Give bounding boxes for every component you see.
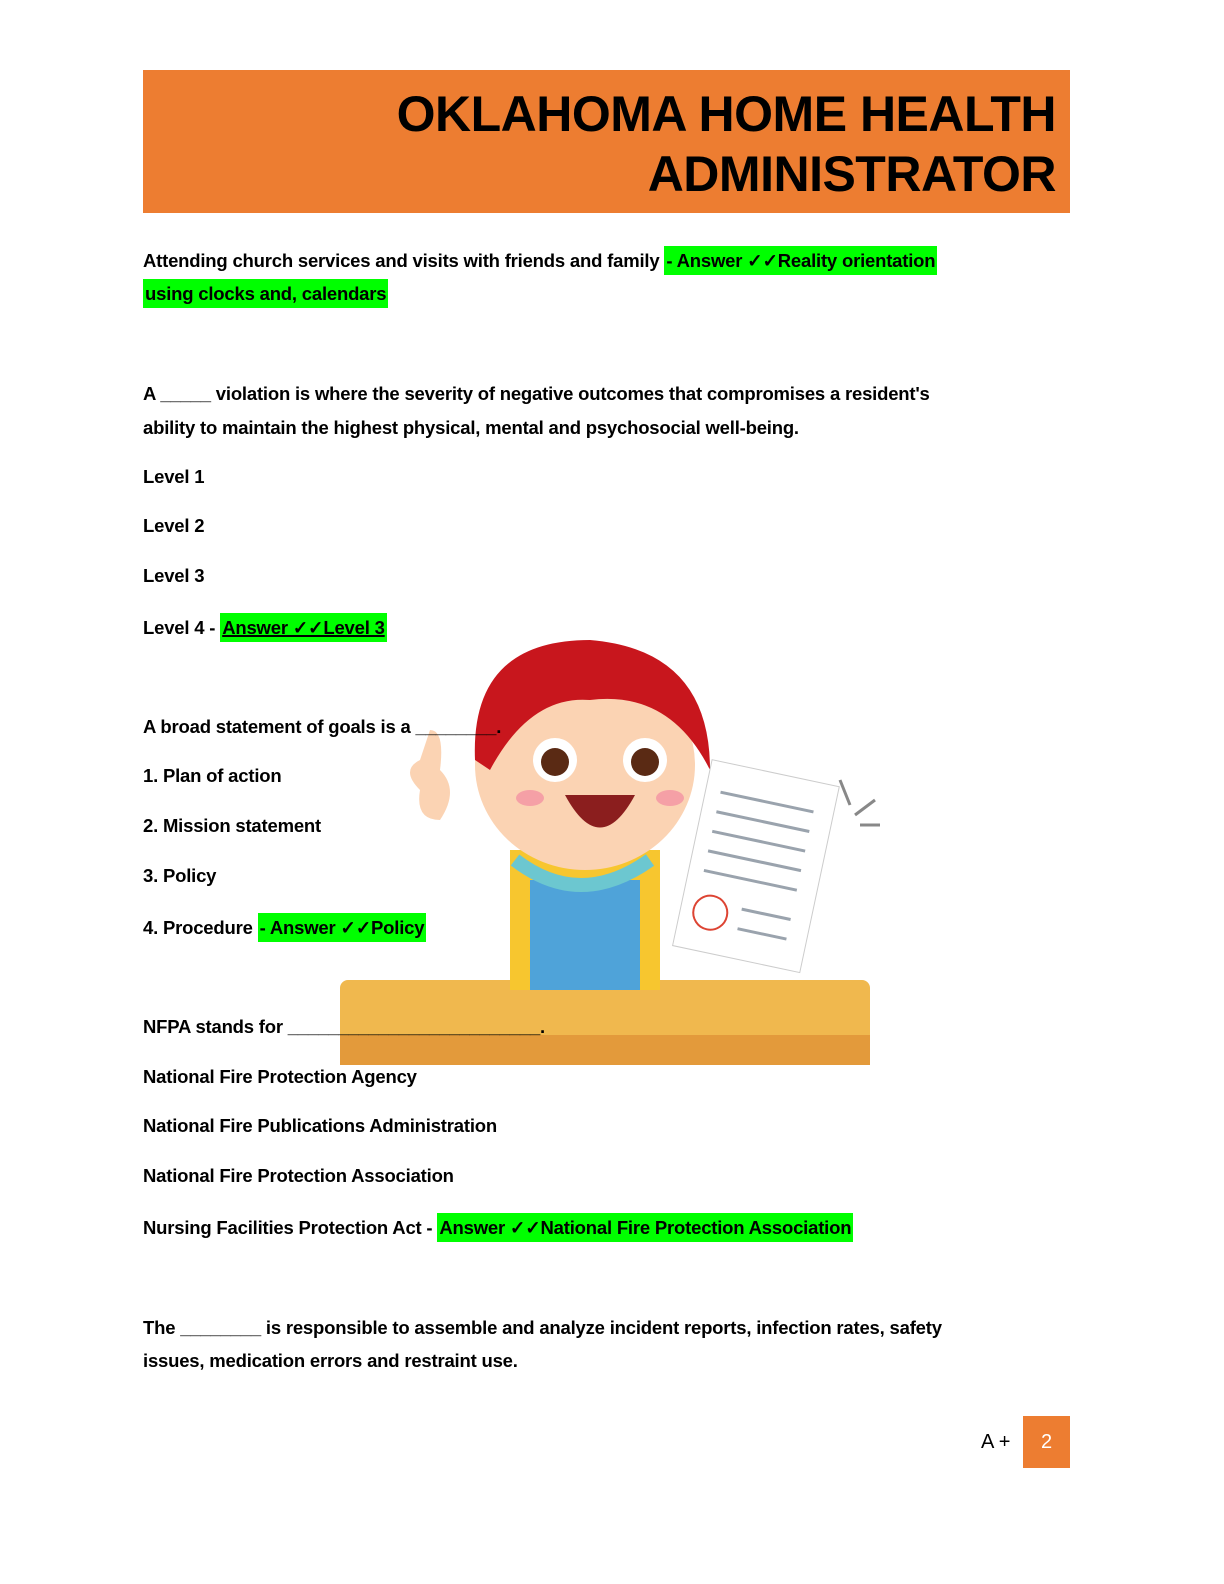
question-2-text-cont: ability to maintain the highest physical, mental and psychosocial well-being.	[143, 417, 799, 438]
answer-highlight: using clocks and, calendars	[143, 279, 388, 308]
option: National Fire Protection Association	[143, 1165, 454, 1186]
option: Nursing Facilities Protection Act -	[143, 1217, 438, 1238]
answer-highlight: Answer ✓✓Level 3	[220, 613, 387, 642]
kid-with-exam-illustration	[330, 620, 900, 1080]
question-5-text-cont: issues, medication errors and restraint use.	[143, 1350, 518, 1371]
answer-highlight: - Answer ✓✓Reality orientation	[664, 246, 937, 275]
title-banner	[143, 70, 1070, 213]
question-1	[143, 249, 937, 273]
answer-highlight: - Answer ✓✓Policy	[258, 913, 427, 942]
option: 2. Mission statement	[143, 815, 321, 836]
option: 3. Policy	[143, 865, 217, 886]
question-text: Attending church services and visits with friends and family	[143, 250, 660, 271]
option: 4. Procedure	[143, 917, 253, 938]
option-with-answer	[143, 1216, 853, 1240]
question-5-text: The ________ is responsible to assemble and analyze incident reports, infection rates, safety	[143, 1317, 942, 1338]
question-4-text: NFPA stands for _________________________.	[143, 1016, 545, 1037]
page-title	[397, 84, 1056, 204]
option: Level 2	[143, 515, 205, 536]
option-with-answer	[143, 616, 387, 640]
answer-highlight: Answer ✓✓National Fire Protection Association	[437, 1213, 853, 1242]
option: Level 1	[143, 466, 205, 487]
title-line-2: ADMINISTRATOR	[647, 146, 1056, 202]
option: Level 4 -	[143, 617, 221, 638]
option: National Fire Protection Agency	[143, 1066, 417, 1087]
option-with-answer	[143, 916, 426, 940]
title-line-1: OKLAHOMA HOME HEALTH	[396, 86, 1056, 142]
footer-label: A +	[981, 1431, 1011, 1453]
question-1-cont	[143, 282, 388, 306]
option: Level 3	[143, 565, 205, 586]
option: National Fire Publications Administration	[143, 1115, 497, 1136]
question-3-text: A broad statement of goals is a ________.	[143, 716, 502, 737]
page-number: 2	[1023, 1416, 1070, 1468]
option: 1. Plan of action	[143, 765, 282, 786]
question-2-text: A _____ violation is where the severity of negative outcomes that compromises a resident's	[143, 383, 930, 404]
